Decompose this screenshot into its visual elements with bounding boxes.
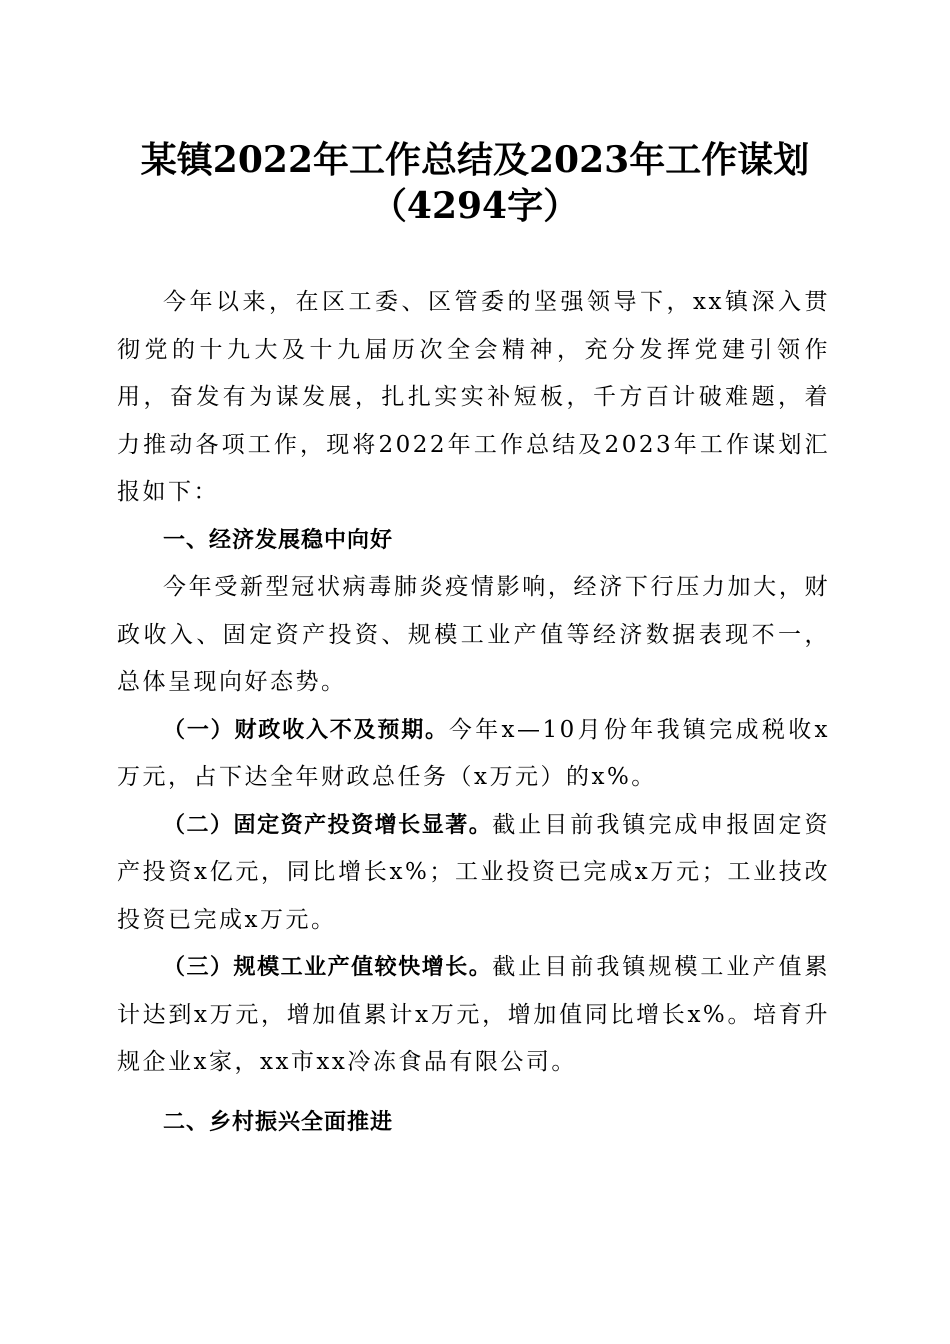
section-summary-economy: 今年受新型冠状病毒肺炎疫情影响，经济下行压力加大，财政收入、固定资产投资、规模工业产值等经济数据表现不一，总体呈现向好态势。 (117, 574, 830, 695)
list-item-fixed-investment (117, 802, 830, 945)
section-heading-rural: 二、乡村振兴全面推进 (163, 1109, 394, 1135)
spacer (117, 1087, 830, 1099)
item-text-fiscal-revenue: 今年x—10月份年我镇完成税收x万元，占下达全年财政总任务（x万元）的x%。 (117, 716, 830, 790)
subheading-fixed-investment: （二）固定资产投资增长显著。 (163, 812, 493, 838)
list-item-fiscal-revenue (117, 707, 830, 802)
subheading-industrial-output: （三）规模工业产值较快增长。 (163, 955, 493, 980)
intro-paragraph: 今年以来，在区工委、区管委的坚强领导下，xx镇深入贯彻党的十九大及十九届历次全会精神，充分发挥党建引领作用，奋发有为谋发展，扎扎实实补短板，千方百计破难题，着力推动各项工作，现将2022年工作总结及2023年工作谋划汇报如下： (117, 289, 830, 505)
list-item-industrial-output (117, 944, 830, 1087)
document-word-count: （4294字） (370, 185, 580, 227)
section-heading-economy: 一、经济发展稳中向好 (163, 527, 394, 553)
subheading-fiscal-revenue: （一）财政收入不及预期。 (163, 717, 449, 743)
document-title: 某镇2022年工作总结及2023年工作谋划 (140, 139, 810, 181)
document-body (117, 279, 830, 1146)
item-text-fixed-investment: 截止目前我镇完成申报固定资产投资x亿元，同比增长x%；工业投资已完成x万元；工业技改投资已完成x万元。 (117, 811, 830, 933)
item-text-industrial-output: 截止目前我镇规模工业产值累计达到x万元，增加值累计x万元，增加值同比增长x%。培育升规企业x家，xx市xx冷冻食品有限公司。 (117, 954, 830, 1075)
